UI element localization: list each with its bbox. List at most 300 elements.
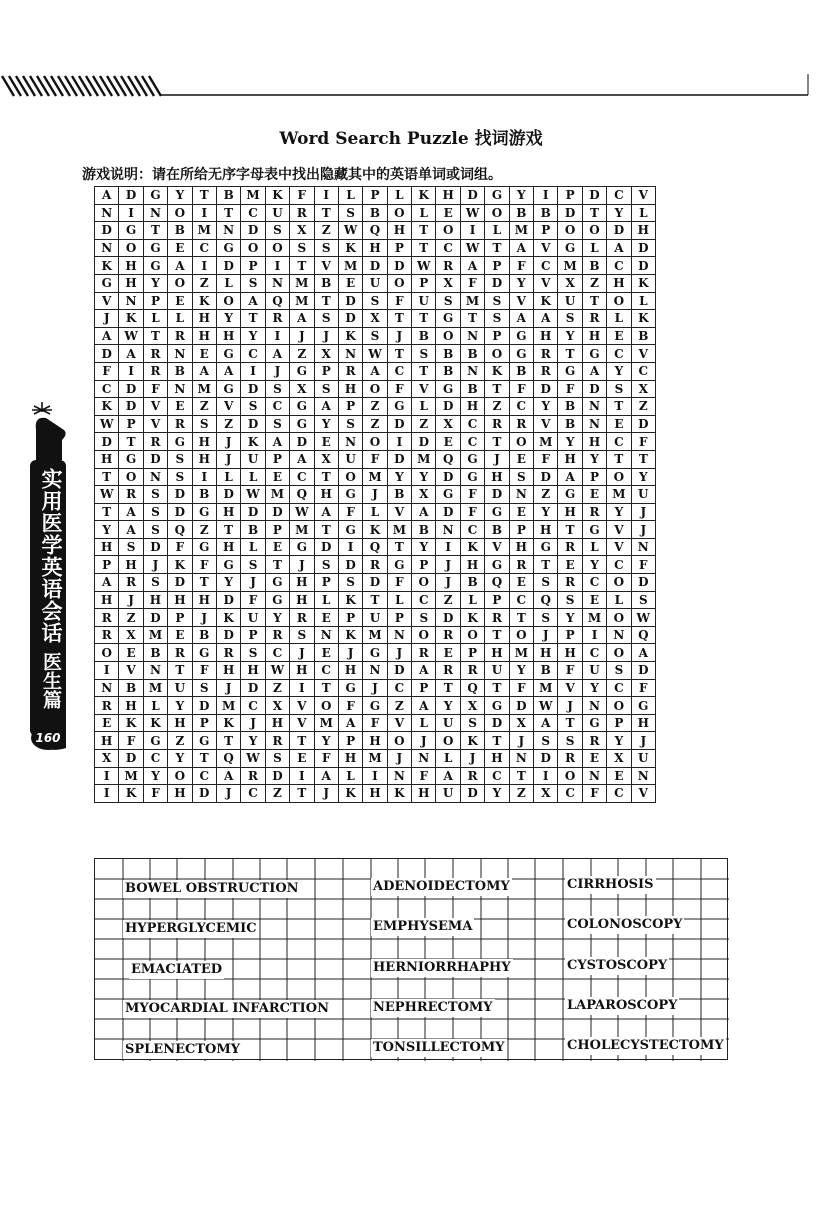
side-tab-title: 实用医学英语会话 xyxy=(39,468,63,644)
word-adenoidectomy: ADENOIDECTOMY xyxy=(373,879,510,894)
grid-cell: T xyxy=(485,239,509,257)
grid-cell: X xyxy=(290,380,314,398)
grid-cell: C xyxy=(290,468,314,486)
grid-cell: N xyxy=(412,750,436,768)
grid-cell: O xyxy=(582,222,606,240)
grid-cell: T xyxy=(314,521,338,539)
grid-row xyxy=(95,327,656,345)
grid-cell: S xyxy=(485,310,509,328)
grid-cell: Z xyxy=(192,398,216,416)
grid-cell: T xyxy=(314,468,338,486)
grid-cell: V xyxy=(216,398,240,416)
grid-cell: L xyxy=(412,714,436,732)
grid-cell: Q xyxy=(436,450,460,468)
grid-cell: B xyxy=(387,486,411,504)
grid-cell: Q xyxy=(168,521,192,539)
grid-cell: G xyxy=(436,310,460,328)
grid-cell: B xyxy=(460,574,484,592)
page-title: Word Search Puzzle 找词游戏 xyxy=(279,129,543,149)
grid-cell: I xyxy=(95,662,119,680)
grid-cell: K xyxy=(363,521,387,539)
grid-cell: Y xyxy=(558,433,582,451)
grid-cell: F xyxy=(192,662,216,680)
grid-cell: D xyxy=(143,450,167,468)
grid-cell: N xyxy=(143,204,167,222)
grid-cell: F xyxy=(582,785,606,803)
grid-cell: O xyxy=(558,222,582,240)
grid-cell: X xyxy=(607,750,631,768)
grid-cell: T xyxy=(607,450,631,468)
grid-cell: T xyxy=(290,785,314,803)
grid-cell: J xyxy=(216,785,240,803)
grid-cell: X xyxy=(290,222,314,240)
grid-cell: W xyxy=(241,486,265,504)
grid-cell: X xyxy=(119,626,143,644)
grid-cell: L xyxy=(607,591,631,609)
grid-cell: D xyxy=(216,591,240,609)
grid-cell: Z xyxy=(265,785,289,803)
grid-cell: U xyxy=(582,662,606,680)
grid-cell: R xyxy=(168,327,192,345)
grid-cell: V xyxy=(607,521,631,539)
grid-cell: S xyxy=(558,310,582,328)
grid-cell: U xyxy=(241,450,265,468)
grid-cell: G xyxy=(119,222,143,240)
word-cystoscopy: CYSTOSCOPY xyxy=(567,958,668,973)
grid-cell: P xyxy=(265,450,289,468)
grid-cell: K xyxy=(168,556,192,574)
grid-cell: D xyxy=(241,222,265,240)
grid-cell: B xyxy=(363,204,387,222)
grid-cell: B xyxy=(168,362,192,380)
grid-cell: K xyxy=(631,274,655,292)
grid-cell: G xyxy=(119,450,143,468)
grid-cell: Y xyxy=(607,503,631,521)
grid-cell: B xyxy=(558,415,582,433)
grid-cell: B xyxy=(534,662,558,680)
grid-cell: S xyxy=(558,591,582,609)
grid-cell: S xyxy=(509,468,533,486)
grid-cell: H xyxy=(241,662,265,680)
grid-cell: A xyxy=(582,362,606,380)
grid-cell: B xyxy=(558,398,582,416)
grid-cell: N xyxy=(265,274,289,292)
grid-cell: H xyxy=(119,257,143,275)
grid-cell: U xyxy=(168,679,192,697)
grid-cell: I xyxy=(460,222,484,240)
grid-cell: J xyxy=(363,486,387,504)
grid-cell: E xyxy=(607,767,631,785)
grid-cell: J xyxy=(95,310,119,328)
grid-cell: R xyxy=(436,257,460,275)
grid-cell: C xyxy=(607,556,631,574)
grid-cell: U xyxy=(363,274,387,292)
grid-cell: T xyxy=(314,679,338,697)
grid-cell: J xyxy=(290,327,314,345)
grid-cell: P xyxy=(387,239,411,257)
grid-cell: F xyxy=(338,697,362,715)
grid-cell: Y xyxy=(582,450,606,468)
grid-row xyxy=(95,187,656,205)
grid-cell: Y xyxy=(143,274,167,292)
grid-cell: W xyxy=(631,609,655,627)
grid-cell: M xyxy=(460,292,484,310)
grid-row xyxy=(95,222,656,240)
grid-cell: R xyxy=(168,644,192,662)
grid-cell: I xyxy=(534,187,558,205)
grid-row xyxy=(95,415,656,433)
grid-cell: H xyxy=(558,644,582,662)
grid-cell: C xyxy=(387,362,411,380)
grid-cell: F xyxy=(241,591,265,609)
grid-cell: H xyxy=(192,310,216,328)
grid-cell: T xyxy=(192,574,216,592)
grid-cell: A xyxy=(265,433,289,451)
grid-cell: D xyxy=(192,697,216,715)
grid-cell: G xyxy=(338,679,362,697)
grid-cell: W xyxy=(290,503,314,521)
grid-cell: U xyxy=(338,450,362,468)
grid-cell: S xyxy=(363,327,387,345)
grid-cell: R xyxy=(412,644,436,662)
grid-cell: B xyxy=(534,204,558,222)
grid-cell: A xyxy=(192,362,216,380)
grid-cell: Q xyxy=(485,574,509,592)
grid-cell: J xyxy=(460,750,484,768)
grid-cell: W xyxy=(534,697,558,715)
grid-cell: A xyxy=(607,239,631,257)
grid-cell: R xyxy=(582,732,606,750)
grid-cell: M xyxy=(338,257,362,275)
grid-cell: Y xyxy=(216,310,240,328)
grid-cell: K xyxy=(460,538,484,556)
grid-cell: E xyxy=(607,415,631,433)
grid-cell: H xyxy=(363,732,387,750)
grid-cell: R xyxy=(290,204,314,222)
grid-cell: M xyxy=(509,644,533,662)
grid-cell: O xyxy=(119,239,143,257)
grid-cell: U xyxy=(412,292,436,310)
word-herniorrhaphy: HERNIORRHAPHY xyxy=(373,960,511,975)
grid-cell: I xyxy=(265,257,289,275)
grid-cell: A xyxy=(168,257,192,275)
grid-cell: G xyxy=(460,468,484,486)
grid-cell: P xyxy=(534,222,558,240)
grid-cell: Y xyxy=(558,327,582,345)
grid-cell: H xyxy=(216,662,240,680)
grid-cell: I xyxy=(192,257,216,275)
grid-cell: O xyxy=(338,468,362,486)
grid-cell: R xyxy=(290,609,314,627)
grid-cell: K xyxy=(119,310,143,328)
grid-row xyxy=(95,591,656,609)
grid-cell: Z xyxy=(192,274,216,292)
grid-cell: X xyxy=(363,310,387,328)
grid-cell: P xyxy=(338,609,362,627)
grid-cell: B xyxy=(460,380,484,398)
grid-cell: S xyxy=(338,415,362,433)
grid-cell: D xyxy=(534,468,558,486)
grid-cell: N xyxy=(216,222,240,240)
grid-cell: H xyxy=(485,468,509,486)
grid-row xyxy=(95,538,656,556)
word-emphysema: EMPHYSEMA xyxy=(373,919,473,934)
grid-cell: M xyxy=(558,257,582,275)
grid-cell: H xyxy=(168,591,192,609)
grid-cell: H xyxy=(314,486,338,504)
word-laparoscopy: LAPAROSCOPY xyxy=(567,998,678,1013)
grid-cell: Z xyxy=(265,679,289,697)
grid-cell: Q xyxy=(631,626,655,644)
grid-cell: R xyxy=(436,662,460,680)
grid-cell: S xyxy=(314,239,338,257)
grid-cell: A xyxy=(558,468,582,486)
grid-row xyxy=(95,362,656,380)
grid-cell: P xyxy=(607,714,631,732)
grid-cell: D xyxy=(363,574,387,592)
grid-cell: E xyxy=(436,644,460,662)
grid-cell: G xyxy=(582,521,606,539)
grid-cell: Q xyxy=(363,538,387,556)
grid-cell: O xyxy=(436,222,460,240)
grid-cell: O xyxy=(607,609,631,627)
grid-cell: F xyxy=(314,750,338,768)
grid-cell: Y xyxy=(168,697,192,715)
grid-cell: G xyxy=(485,187,509,205)
grid-cell: J xyxy=(314,327,338,345)
grid-cell: G xyxy=(558,239,582,257)
grid-cell: O xyxy=(607,468,631,486)
grid-cell: S xyxy=(460,714,484,732)
grid-cell: F xyxy=(363,714,387,732)
grid-cell: D xyxy=(192,785,216,803)
word-search-grid xyxy=(94,186,656,803)
grid-cell: O xyxy=(216,292,240,310)
grid-cell: G xyxy=(192,503,216,521)
grid-cell: P xyxy=(338,732,362,750)
grid-cell: E xyxy=(558,556,582,574)
grid-cell: B xyxy=(314,274,338,292)
grid-row xyxy=(95,345,656,363)
grid-cell: D xyxy=(216,626,240,644)
grid-cell: Y xyxy=(534,398,558,416)
grid-cell: N xyxy=(119,292,143,310)
grid-cell: E xyxy=(265,468,289,486)
grid-cell: N xyxy=(143,662,167,680)
grid-cell: R xyxy=(119,574,143,592)
grid-cell: A xyxy=(290,310,314,328)
grid-cell: F xyxy=(509,679,533,697)
grid-cell: R xyxy=(168,415,192,433)
grid-cell: R xyxy=(509,415,533,433)
grid-cell: D xyxy=(631,662,655,680)
grid-cell: X xyxy=(436,274,460,292)
grid-cell: R xyxy=(143,345,167,363)
grid-cell: N xyxy=(460,362,484,380)
grid-cell: J xyxy=(534,626,558,644)
grid-cell: H xyxy=(534,327,558,345)
grid-cell: A xyxy=(534,310,558,328)
grid-cell: N xyxy=(436,521,460,539)
grid-cell: R xyxy=(534,362,558,380)
word-bowel-obstruction: BOWEL OBSTRUCTION xyxy=(125,881,299,896)
grid-cell: V xyxy=(387,714,411,732)
grid-cell: W xyxy=(95,415,119,433)
grid-cell: G xyxy=(509,327,533,345)
grid-cell: G xyxy=(216,345,240,363)
grid-cell: S xyxy=(485,292,509,310)
grid-cell: H xyxy=(534,521,558,539)
grid-cell: L xyxy=(314,591,338,609)
grid-cell: D xyxy=(338,310,362,328)
grid-cell: Y xyxy=(241,327,265,345)
grid-row xyxy=(95,257,656,275)
grid-cell: T xyxy=(192,187,216,205)
grid-cell: N xyxy=(387,626,411,644)
grid-cell: I xyxy=(119,204,143,222)
grid-cell: T xyxy=(412,310,436,328)
grid-cell: C xyxy=(607,187,631,205)
grid-cell: G xyxy=(338,486,362,504)
grid-row xyxy=(95,662,656,680)
grid-cell: H xyxy=(168,714,192,732)
grid-cell: S xyxy=(314,556,338,574)
grid-cell: E xyxy=(168,239,192,257)
grid-cell: T xyxy=(558,345,582,363)
grid-cell: H xyxy=(631,222,655,240)
grid-cell: B xyxy=(436,362,460,380)
grid-cell: S xyxy=(143,574,167,592)
grid-cell: S xyxy=(168,468,192,486)
grid-cell: D xyxy=(338,556,362,574)
grid-cell: E xyxy=(582,591,606,609)
grid-cell: S xyxy=(143,521,167,539)
grid-cell: P xyxy=(460,644,484,662)
grid-cell: I xyxy=(363,767,387,785)
grid-cell: R xyxy=(534,345,558,363)
grid-cell: M xyxy=(387,521,411,539)
grid-cell: W xyxy=(95,486,119,504)
grid-cell: I xyxy=(534,767,558,785)
grid-cell: V xyxy=(631,345,655,363)
grid-cell: O xyxy=(412,626,436,644)
grid-cell: F xyxy=(509,257,533,275)
grid-cell: V xyxy=(143,398,167,416)
grid-cell: H xyxy=(216,327,240,345)
grid-cell: K xyxy=(119,785,143,803)
grid-cell: S xyxy=(192,415,216,433)
grid-cell: V xyxy=(631,785,655,803)
grid-cell: K xyxy=(534,292,558,310)
grid-cell: V xyxy=(534,274,558,292)
grid-cell: O xyxy=(558,767,582,785)
grid-cell: H xyxy=(582,433,606,451)
grid-cell: J xyxy=(363,679,387,697)
grid-cell: T xyxy=(485,679,509,697)
grid-row xyxy=(95,750,656,768)
grid-cell: B xyxy=(460,345,484,363)
grid-cell: B xyxy=(168,222,192,240)
grid-cell: D xyxy=(485,714,509,732)
grid-cell: E xyxy=(314,644,338,662)
grid-row xyxy=(95,732,656,750)
grid-cell: E xyxy=(119,644,143,662)
grid-cell: K xyxy=(216,714,240,732)
grid-cell: O xyxy=(485,345,509,363)
grid-cell: J xyxy=(412,732,436,750)
grid-cell: W xyxy=(460,239,484,257)
grid-cell: I xyxy=(582,626,606,644)
grid-cell: R xyxy=(143,433,167,451)
grid-cell: C xyxy=(607,679,631,697)
grid-cell: B xyxy=(509,362,533,380)
grid-cell: C xyxy=(192,239,216,257)
grid-cell: Z xyxy=(485,398,509,416)
grid-cell: E xyxy=(168,398,192,416)
grid-cell: M xyxy=(534,679,558,697)
grid-cell: K xyxy=(338,626,362,644)
grid-cell: D xyxy=(534,380,558,398)
grid-cell: M xyxy=(363,468,387,486)
grid-cell: D xyxy=(436,503,460,521)
grid-cell: H xyxy=(290,574,314,592)
grid-cell: C xyxy=(436,239,460,257)
grid-cell: L xyxy=(412,204,436,222)
grid-cell: O xyxy=(607,697,631,715)
grid-cell: H xyxy=(119,556,143,574)
grid-cell: R xyxy=(95,609,119,627)
grid-cell: J xyxy=(436,574,460,592)
grid-cell: M xyxy=(265,486,289,504)
grid-cell: R xyxy=(95,697,119,715)
word-hyperglycemic: HYPERGLYCEMIC xyxy=(125,921,257,936)
grid-cell: F xyxy=(460,503,484,521)
grid-cell: V xyxy=(509,292,533,310)
grid-cell: Z xyxy=(412,415,436,433)
grid-cell: N xyxy=(582,398,606,416)
grid-cell: Y xyxy=(436,697,460,715)
grid-cell: J xyxy=(216,433,240,451)
grid-cell: F xyxy=(412,767,436,785)
grid-cell: I xyxy=(95,785,119,803)
grid-cell: V xyxy=(314,257,338,275)
grid-cell: A xyxy=(436,767,460,785)
grid-cell: H xyxy=(363,785,387,803)
grid-cell: H xyxy=(119,274,143,292)
grid-cell: S xyxy=(265,222,289,240)
grid-cell: D xyxy=(436,468,460,486)
grid-cell: N xyxy=(95,239,119,257)
grid-cell: G xyxy=(192,538,216,556)
grid-cell: P xyxy=(192,714,216,732)
grid-cell: Z xyxy=(509,785,533,803)
grid-row xyxy=(95,398,656,416)
grid-cell: R xyxy=(460,662,484,680)
grid-cell: P xyxy=(338,398,362,416)
grid-cell: N xyxy=(582,415,606,433)
grid-cell: C xyxy=(485,767,509,785)
grid-cell: R xyxy=(509,556,533,574)
grid-cell: J xyxy=(290,556,314,574)
grid-cell: N xyxy=(607,626,631,644)
grid-row xyxy=(95,274,656,292)
grid-cell: O xyxy=(168,767,192,785)
grid-cell: K xyxy=(631,310,655,328)
grid-cell: D xyxy=(387,257,411,275)
grid-cell: P xyxy=(582,468,606,486)
grid-cell: N xyxy=(631,538,655,556)
grid-cell: P xyxy=(363,187,387,205)
